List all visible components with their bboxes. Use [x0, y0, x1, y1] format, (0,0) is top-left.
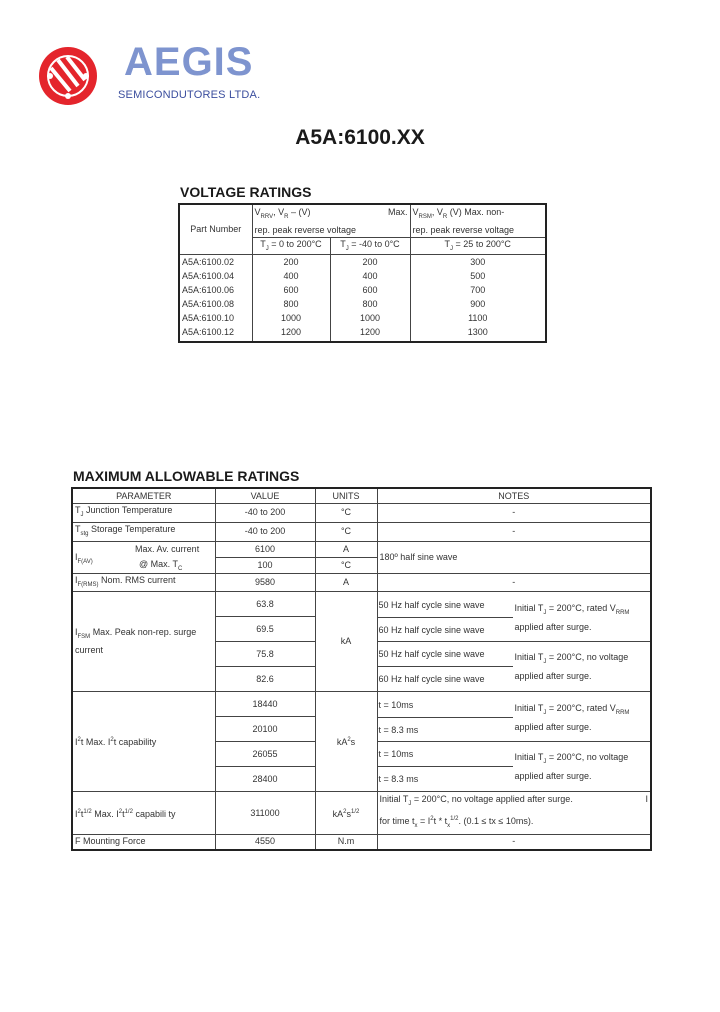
table-cell: 1300 — [410, 325, 546, 342]
table-cell: NOTES — [377, 488, 651, 504]
table-row — [72, 792, 651, 835]
table-cell: 63.8 69.5 75.8 82.6 — [215, 592, 315, 692]
table-cell: 180º half sine wave — [377, 541, 651, 573]
table-cell: $I^2t$ Max. $I^2t$ capability — [72, 692, 215, 792]
table-cell: 200 — [252, 254, 330, 269]
table-cell: 700 — [410, 283, 546, 297]
table-cell: 800 — [330, 297, 410, 311]
table-cell: A5A:6100.06 — [179, 283, 252, 297]
table-cell: $T_J$ Junction Temperature — [72, 504, 215, 523]
table-row — [179, 311, 546, 325]
table-cell: - — [377, 573, 651, 592]
table-cell: -40 to 200 — [215, 504, 315, 523]
table-cell: 1200 — [330, 325, 410, 342]
table-cell: A5A:6100.08 — [179, 297, 252, 311]
table-cell: A5A:6100.10 — [179, 311, 252, 325]
table-cell: $I_{F(RMS)}$ Nom. RMS current — [72, 573, 215, 592]
table-row — [179, 254, 546, 269]
col-part-number: Part Number — [179, 204, 252, 254]
table-cell: 50 Hz half cycle sine wave 60 Hz half cycle sine wave Initial $T_J = 200^\circ C$, rated $V_{RRM}$ applied after surge. 50 Hz half cycle sine wave 60 Hz half cycle sine wave Initial $T_J = 200^\circ C$, no voltage applied after surge. — [377, 592, 651, 692]
table-cell: 1100 — [410, 311, 546, 325]
table-row — [72, 504, 651, 523]
table-row — [72, 692, 651, 792]
table-cell: PARAMETER — [72, 488, 215, 504]
table-header-row — [72, 488, 651, 504]
company-logo-icon — [38, 46, 98, 106]
table-cell: - — [377, 504, 651, 523]
cond-1: $T_J = 0$ to 200°C — [252, 237, 330, 254]
table-cell: A °C — [315, 541, 377, 573]
max-ratings-title: MAXIMUM ALLOWABLE RATINGS — [73, 468, 300, 484]
table-cell: °C — [315, 504, 377, 523]
table-cell: 400 — [252, 269, 330, 283]
cond-3: $T_J = 25$ to 200°C — [410, 237, 546, 254]
max-ratings-table — [71, 487, 652, 851]
table-row — [179, 283, 546, 297]
brand-name: AEGIS — [124, 40, 254, 84]
table-cell: A5A:6100.12 — [179, 325, 252, 342]
table-cell: 6100 100 — [215, 541, 315, 573]
table-cell: 500 — [410, 269, 546, 283]
voltage-ratings-table — [178, 203, 547, 343]
table-row — [179, 325, 546, 342]
table-cell: A5A:6100.04 — [179, 269, 252, 283]
table-row — [179, 297, 546, 311]
table-cell: A5A:6100.02 — [179, 254, 252, 269]
table-cell: 18440 20100 26055 28400 — [215, 692, 315, 792]
table-cell: 1000 — [252, 311, 330, 325]
table-cell: 600 — [330, 283, 410, 297]
table-cell: 9580 — [215, 573, 315, 592]
table-cell: $T_{stg}$ Storage Temperature — [72, 522, 215, 541]
table-cell: $I^2t^{1/2}$ Max. $I^2t^{1/2}$ capabili ty — [72, 792, 215, 835]
table-cell: t = 10ms t = 8.3 ms Initial $T_J = 200^\circ C$, rated $V_{RRM}$ applied after surge. t = 10ms t = 8.3 ms Initial $T_J = 200^\circ C$, no voltage applied after surge. — [377, 692, 651, 792]
table-row — [72, 522, 651, 541]
table-cell: kA — [315, 592, 377, 692]
cond-2: $T_J = -40$ to 0°C — [330, 237, 410, 254]
table-cell: 4550 — [215, 834, 315, 850]
table-cell: 311000 — [215, 792, 315, 835]
table-cell: 200 — [330, 254, 410, 269]
table-cell: °C — [315, 522, 377, 541]
table-cell: 300 — [410, 254, 546, 269]
table-cell: 1000 — [330, 311, 410, 325]
table-cell: - — [377, 522, 651, 541]
table-cell: 600 — [252, 283, 330, 297]
table-cell: F Mounting Force — [72, 834, 215, 850]
table-cell: N.m — [315, 834, 377, 850]
table-cell: 400 — [330, 269, 410, 283]
table-cell: 900 — [410, 297, 546, 311]
table-row — [72, 541, 651, 573]
table-cell: $I_{FSM}$ Max. Peak non-rep. surge current — [72, 592, 215, 692]
table-cell: $kA^2s$ — [315, 692, 377, 792]
table-row — [72, 834, 651, 850]
table-cell: $I_{F(AV)}$ Max. Av. current @ Max. $T_C$ — [72, 541, 215, 573]
table-cell: -40 to 200 — [215, 522, 315, 541]
table-cell: - — [377, 834, 651, 850]
table-cell: UNITS — [315, 488, 377, 504]
table-row — [72, 592, 651, 692]
brand-subtitle: SEMICONDUTORES LTDA. — [118, 89, 261, 101]
col-vrsm-header: $V_{RSM}$, $V_R$ (V) Max. non- rep. peak reverse voltage — [410, 204, 546, 237]
table-cell: 800 — [252, 297, 330, 311]
table-cell: A — [315, 573, 377, 592]
voltage-ratings-title: VOLTAGE RATINGS — [180, 184, 312, 200]
table-cell: 1200 — [252, 325, 330, 342]
table-row — [72, 573, 651, 592]
table-row — [179, 269, 546, 283]
page-title: A5A:6100.XX — [295, 126, 425, 149]
table-cell: Initial $T_J = 200^\circ C$, no voltage applied after surge. I for time $t_x = I^2t * t_x^{1/2}$. (0.1 ≤ tx ≤ 10ms). — [377, 792, 651, 835]
table-cell: $kA^2s^{1/2}$ — [315, 792, 377, 835]
col-vrrm-header: $V_{RRV}$, $V_R - (V)$ Max. rep. peak reverse voltage — [252, 204, 410, 237]
table-cell: VALUE — [215, 488, 315, 504]
